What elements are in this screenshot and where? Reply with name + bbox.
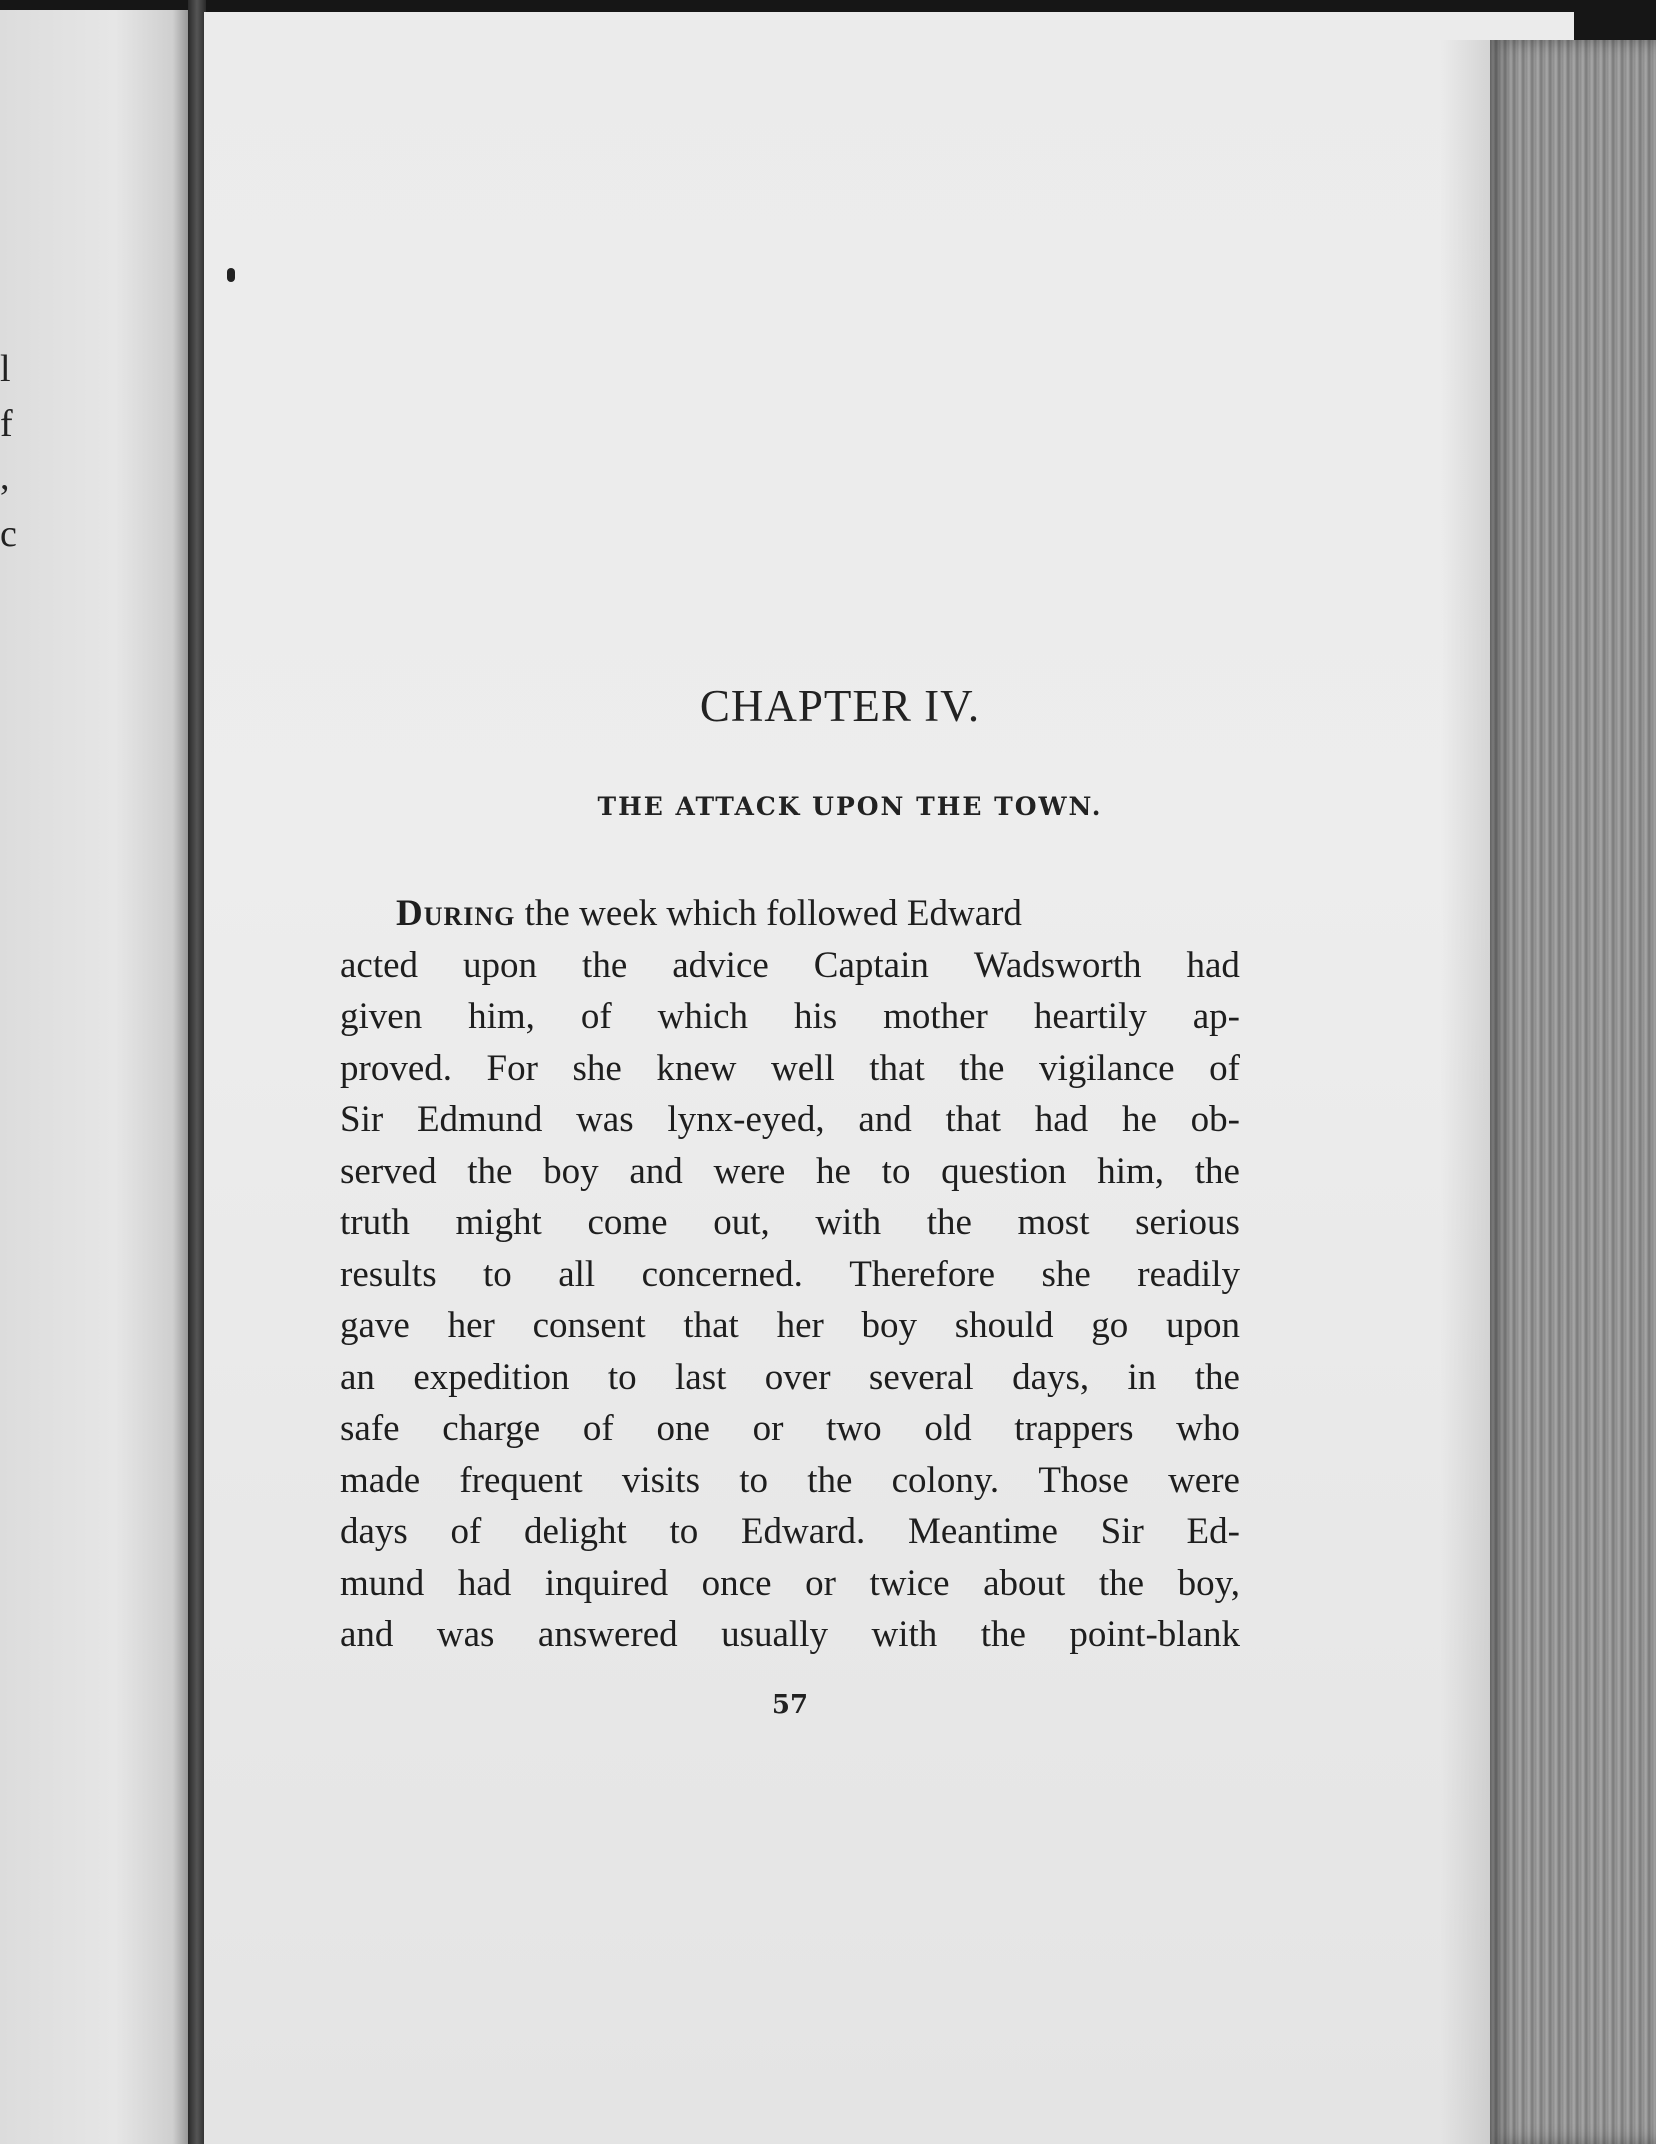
text-word: Those bbox=[1038, 1459, 1129, 1501]
text-word: inquired bbox=[544, 1562, 669, 1604]
text-word: Edward. bbox=[740, 1511, 866, 1552]
text-word: and bbox=[629, 1150, 683, 1192]
text-word: ap- bbox=[1192, 996, 1240, 1037]
text-word: he bbox=[1121, 1099, 1157, 1140]
text-word: days bbox=[340, 1511, 408, 1552]
text-word: lynx-eyed, bbox=[667, 1099, 825, 1140]
text-word: several bbox=[868, 1356, 974, 1398]
text-word: of bbox=[1209, 1047, 1240, 1089]
text-word: point-blank bbox=[1069, 1614, 1240, 1655]
text-word: who bbox=[1176, 1408, 1240, 1449]
text-word: to bbox=[483, 1253, 512, 1295]
text-word: proved. bbox=[340, 1047, 452, 1089]
text-word: consent bbox=[532, 1305, 646, 1346]
text-word: he bbox=[816, 1150, 851, 1192]
text-word: with bbox=[871, 1614, 938, 1655]
text-word: to bbox=[669, 1511, 699, 1552]
text-word: the bbox=[807, 1459, 853, 1501]
text-line bbox=[340, 1197, 1240, 1249]
text-word: about bbox=[983, 1562, 1066, 1604]
text-word: her bbox=[776, 1305, 824, 1346]
text-line bbox=[340, 1558, 1240, 1610]
facing-page-left bbox=[0, 10, 192, 2144]
text-word: and bbox=[858, 1099, 912, 1140]
text-word: of bbox=[450, 1511, 482, 1552]
text-word: mund bbox=[340, 1562, 425, 1604]
text-word: to bbox=[881, 1150, 911, 1192]
book-fore-edge bbox=[1490, 40, 1656, 2144]
text-word: in bbox=[1127, 1356, 1157, 1398]
text-word: truth bbox=[340, 1202, 410, 1243]
text-word: knew bbox=[656, 1047, 737, 1089]
text-word: two bbox=[826, 1408, 882, 1449]
text-line bbox=[340, 1300, 1240, 1352]
text-word: trappers bbox=[1014, 1408, 1134, 1449]
text-word: boy, bbox=[1177, 1562, 1240, 1604]
text-word: had bbox=[1034, 1099, 1089, 1140]
text-line bbox=[340, 940, 1240, 992]
text-word: and bbox=[340, 1614, 394, 1655]
text-word: upon bbox=[1165, 1305, 1240, 1346]
text-word: safe bbox=[340, 1408, 400, 1449]
text-word: of bbox=[582, 1408, 614, 1449]
text-word: him, bbox=[1097, 1150, 1165, 1192]
text-word: of bbox=[580, 996, 612, 1037]
text-word: the bbox=[1194, 1356, 1240, 1398]
text-word: ob- bbox=[1190, 1099, 1240, 1140]
text-word: advice bbox=[672, 944, 769, 986]
text-word: Sir bbox=[1100, 1511, 1144, 1552]
text-line bbox=[340, 1506, 1240, 1558]
text-word: concerned. bbox=[641, 1253, 803, 1295]
text-word: were bbox=[713, 1150, 786, 1192]
text-word: well bbox=[771, 1047, 835, 1089]
text-line bbox=[340, 1249, 1240, 1301]
text-line bbox=[340, 1455, 1240, 1507]
text-word: old bbox=[924, 1408, 972, 1449]
text-line-rest: the week which followed Edward bbox=[524, 893, 1022, 934]
facing-page-fragment: l bbox=[0, 348, 11, 390]
text-word: usually bbox=[721, 1614, 828, 1655]
text-word: Captain bbox=[813, 944, 929, 986]
text-word: serious bbox=[1135, 1202, 1240, 1243]
text-word: delight bbox=[524, 1511, 627, 1552]
text-word: to bbox=[739, 1459, 768, 1501]
text-line-content bbox=[396, 888, 1022, 940]
text-word: his bbox=[793, 996, 838, 1037]
text-word: an bbox=[340, 1356, 375, 1398]
text-word: vigilance bbox=[1039, 1047, 1175, 1089]
text-word: days, bbox=[1012, 1356, 1090, 1398]
text-word: visits bbox=[621, 1459, 700, 1501]
text-line bbox=[340, 1609, 1240, 1661]
page-number: 57 bbox=[771, 1690, 809, 1720]
text-word: over bbox=[764, 1356, 831, 1398]
text-word: given bbox=[340, 996, 423, 1037]
text-word: the bbox=[582, 944, 628, 986]
text-word: question bbox=[941, 1150, 1067, 1192]
text-line bbox=[340, 991, 1240, 1043]
text-word: once bbox=[701, 1562, 772, 1604]
chapter-body-text bbox=[340, 888, 1240, 1661]
text-word: was bbox=[576, 1099, 634, 1140]
text-word: that bbox=[683, 1305, 739, 1346]
text-word: acted bbox=[340, 944, 419, 986]
text-word: results bbox=[340, 1253, 437, 1295]
text-word: she bbox=[1041, 1253, 1091, 1295]
text-word: last bbox=[675, 1356, 727, 1398]
ink-speck bbox=[227, 268, 235, 282]
text-word: him, bbox=[468, 996, 535, 1037]
text-word: Therefore bbox=[849, 1253, 996, 1295]
text-line bbox=[340, 1146, 1240, 1198]
facing-page-fragment: , bbox=[0, 456, 10, 498]
text-word: twice bbox=[869, 1562, 950, 1604]
text-word: might bbox=[455, 1202, 542, 1243]
chapter-title: CHAPTER IV. bbox=[699, 681, 981, 731]
text-word: that bbox=[869, 1047, 925, 1089]
text-word: mother bbox=[883, 996, 988, 1037]
text-word: Wadsworth bbox=[973, 944, 1142, 986]
text-word: should bbox=[954, 1305, 1054, 1346]
text-word: the bbox=[467, 1150, 513, 1192]
text-word: or bbox=[805, 1562, 836, 1604]
text-word: Ed- bbox=[1186, 1511, 1240, 1552]
facing-page-fragment: c bbox=[0, 513, 17, 555]
text-line bbox=[340, 1043, 1240, 1095]
text-word: heartily bbox=[1033, 996, 1147, 1037]
text-word: the bbox=[980, 1614, 1026, 1655]
text-word: her bbox=[447, 1305, 495, 1346]
text-word: answered bbox=[537, 1614, 678, 1655]
text-word: was bbox=[436, 1614, 495, 1655]
text-line bbox=[340, 1403, 1240, 1455]
text-word: had bbox=[457, 1562, 512, 1604]
text-word: the bbox=[959, 1047, 1005, 1089]
text-word: come bbox=[587, 1202, 668, 1243]
opening-word: During bbox=[396, 893, 516, 934]
text-word: the bbox=[926, 1202, 972, 1243]
text-word: out, bbox=[713, 1202, 770, 1243]
text-word: go bbox=[1091, 1305, 1129, 1346]
text-word: upon bbox=[463, 944, 538, 986]
text-word: served bbox=[340, 1150, 437, 1192]
text-word: Edmund bbox=[416, 1099, 543, 1140]
text-word: the bbox=[1098, 1562, 1145, 1604]
text-word: made bbox=[340, 1459, 421, 1501]
text-word: most bbox=[1017, 1202, 1090, 1243]
facing-page-fragment: f bbox=[0, 403, 13, 445]
text-word: to bbox=[607, 1356, 637, 1398]
text-word: all bbox=[558, 1253, 596, 1295]
text-word: or bbox=[752, 1408, 784, 1449]
text-word: colony. bbox=[891, 1459, 1000, 1501]
text-word: boy bbox=[543, 1150, 599, 1192]
text-word: For bbox=[486, 1047, 538, 1089]
text-line bbox=[340, 1094, 1240, 1146]
text-word: Meantime bbox=[907, 1511, 1058, 1552]
text-word: gave bbox=[340, 1305, 410, 1346]
text-word: were bbox=[1168, 1459, 1240, 1501]
text-word: charge bbox=[442, 1408, 541, 1449]
chapter-subtitle: THE ATTACK UPON THE TOWN. bbox=[597, 792, 1103, 821]
text-line bbox=[340, 888, 1240, 940]
text-word: which bbox=[657, 996, 749, 1037]
text-line bbox=[340, 1352, 1240, 1404]
text-word: with bbox=[815, 1202, 882, 1243]
text-word: boy bbox=[861, 1305, 918, 1346]
text-word: Sir bbox=[340, 1099, 384, 1140]
text-word: the bbox=[1194, 1150, 1240, 1192]
text-word: frequent bbox=[459, 1459, 583, 1501]
text-word: one bbox=[656, 1408, 710, 1449]
text-word: expedition bbox=[413, 1356, 570, 1398]
text-word: had bbox=[1186, 944, 1240, 986]
text-word: she bbox=[572, 1047, 622, 1089]
text-word: readily bbox=[1137, 1253, 1240, 1295]
text-word: that bbox=[945, 1099, 1001, 1140]
